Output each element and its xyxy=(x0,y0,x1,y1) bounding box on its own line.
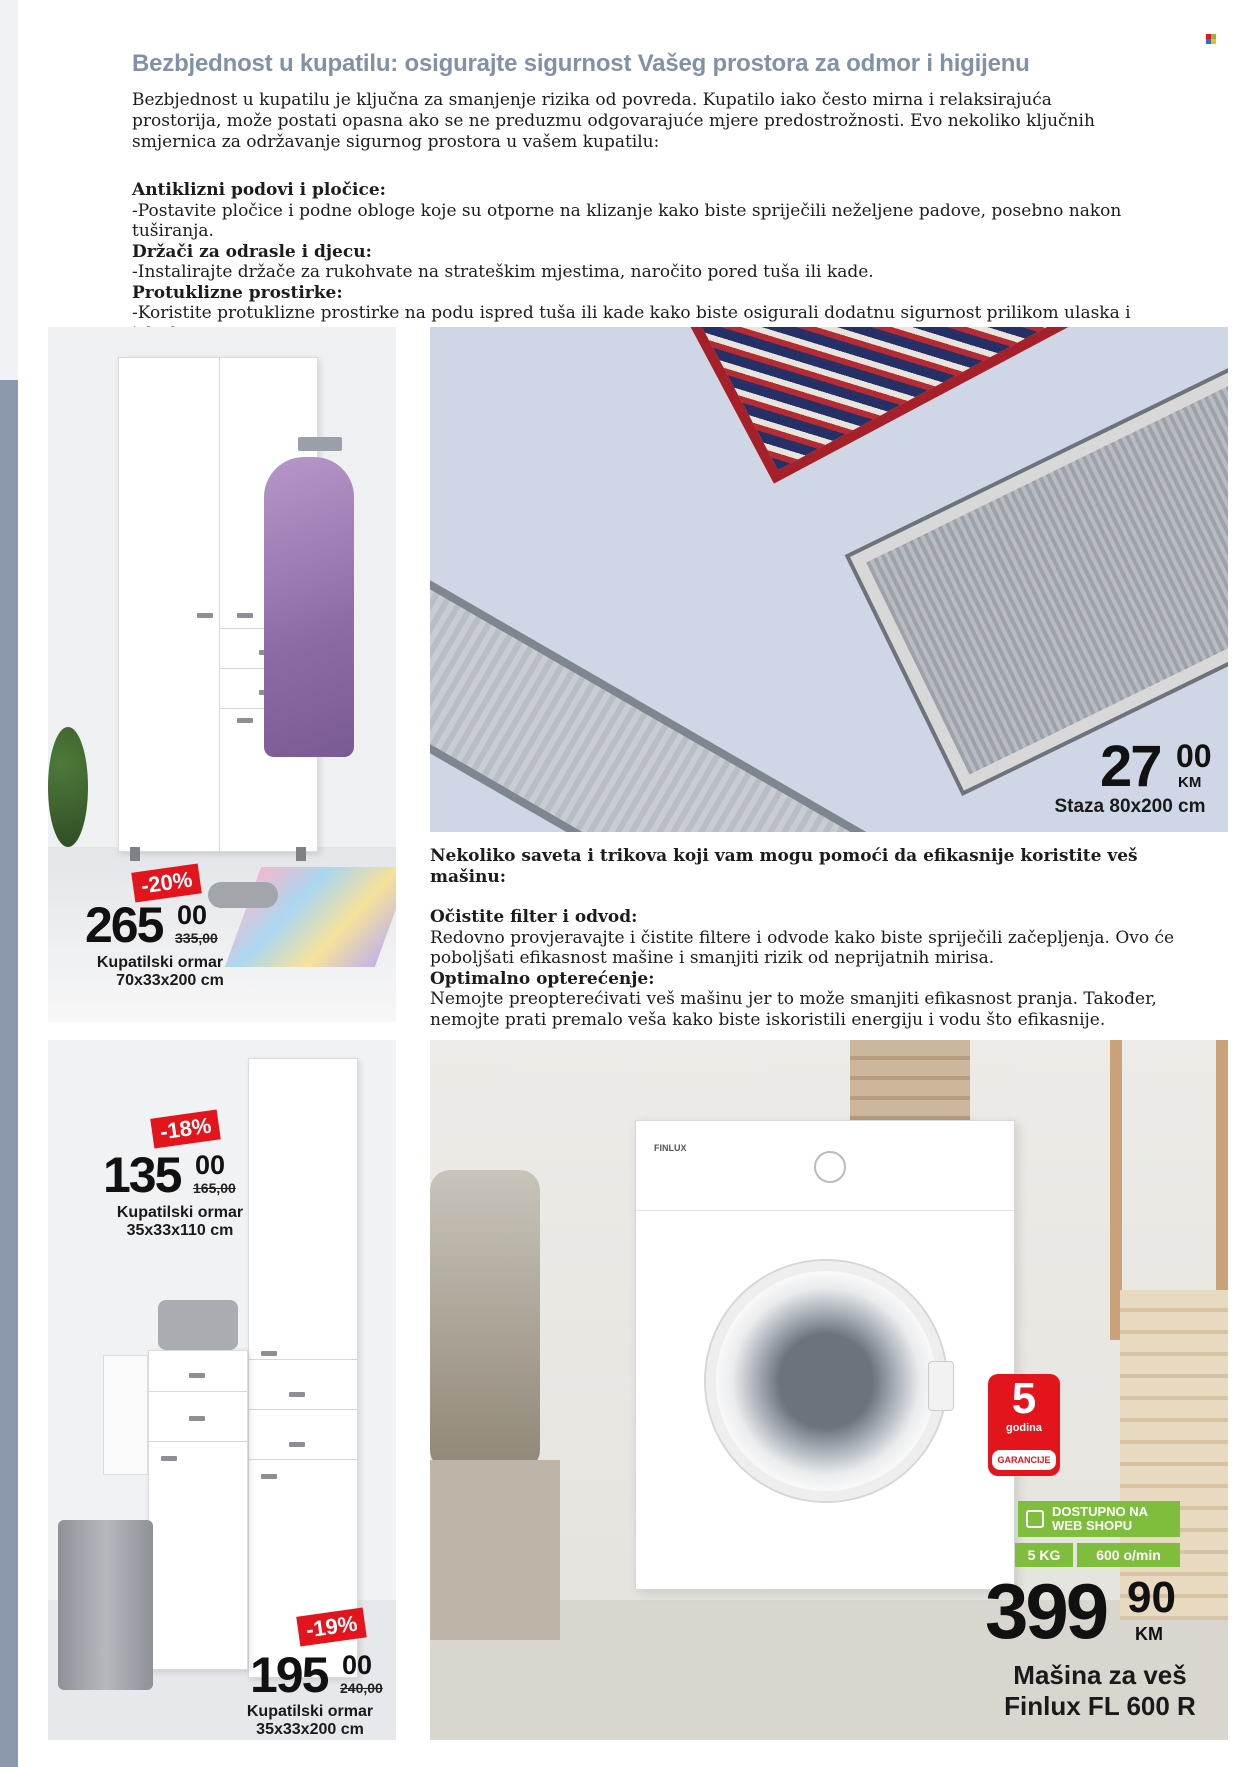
price-int: 195 xyxy=(250,1647,328,1703)
washer-name-line2: Finlux FL 600 R xyxy=(1004,1691,1196,1721)
washer-tips-title: Nekoliko saveta i trikova koji vam mogu pomoći da efikasnije koristite veš mašinu: xyxy=(430,846,1138,887)
grey-rug-image xyxy=(430,557,944,832)
wall-hook-icon xyxy=(298,437,342,451)
intro-text: Bezbjednost u kupatilu je ključna za smanjenje rizika od povreda. Kupatilo iako često mirna i relaksirajuća prostorija, može postati opasna ako se ne preduzmu odgovarajuće mjere predostrožnosti. Evo nekoliko ključnih smjernica za održavanje sigurnog prostora u vašem kupatilu: xyxy=(132,90,1095,152)
tip-text: -Postavite pločice i podne obloge koje su otporne na klizanje kako biste spriječili neželjene padove, posebno nakon tuširanja. xyxy=(132,200,1122,241)
tip-title: Antiklizni podovi i pločice: xyxy=(132,180,386,200)
cabinet3-size: 35x33x200 cm xyxy=(256,1721,364,1738)
discount-badge: -19% xyxy=(296,1607,367,1646)
price-dec: 00 xyxy=(342,1650,373,1680)
old-price: 240,00 xyxy=(340,1680,383,1696)
storage-basket-image xyxy=(158,1300,238,1350)
tip-title: Optimalno opterećenje: xyxy=(430,968,655,989)
laundry-basket-image xyxy=(58,1520,153,1690)
spin-badge: 600 o/min xyxy=(1077,1543,1180,1567)
tip-title: Očistite filter i odvod: xyxy=(430,907,638,927)
tip-text: Nemojte preopterećivati veš mašinu jer to može smanjiti efikasnost pranja. Također, nemojte prati premalo veša kako biste iskoristili energiju i vodu što efikasnije. xyxy=(430,989,1157,1030)
warranty-label: GARANCIJE xyxy=(992,1450,1056,1470)
tip-text: Redovno provjeravajte i čistite filtere i odvode kako biste spriječili začepljenja. Ovo će poboljšati efikasnost mašine i smanjiti rizik od neprijatnih mirisa. xyxy=(430,927,1175,968)
old-price: 165,00 xyxy=(193,1180,236,1196)
side-stripe-top xyxy=(0,0,18,380)
cabinet2-name: Kupatilski ormar xyxy=(116,1204,244,1221)
wooden-crate-image xyxy=(850,1040,970,1120)
cabinet2-size: 35x33x110 cm xyxy=(126,1222,234,1239)
plant-decor xyxy=(48,727,88,847)
fabric-bag-image xyxy=(430,1460,560,1640)
rug-name: Staza 80x200 cm xyxy=(1054,796,1206,817)
price-int: 135 xyxy=(103,1147,181,1203)
cabinet1-size: 70x33x200 cm xyxy=(116,972,224,989)
webshop-line1: DOSTUPNO NA xyxy=(1052,1504,1149,1519)
bathrobe-image xyxy=(264,457,354,757)
price-int: 27 xyxy=(1100,734,1161,799)
old-price: 335,00 xyxy=(175,930,218,946)
webshop-badge[interactable] xyxy=(1018,1501,1180,1537)
tip-text: -Koristite protuklizne prostirke na podu ispred tuša ili kade kako biste osigurali dodatnu sigurnost prilikom ulaska i xyxy=(132,303,1131,323)
tip-title: Držači za odrasle i djecu: xyxy=(132,241,372,262)
short-cabinet-image xyxy=(148,1350,248,1670)
washer-tips xyxy=(430,846,1190,1030)
chair-image xyxy=(430,1170,540,1470)
program-dial-icon xyxy=(814,1151,846,1183)
tip-text: -Instalirajte držače za rukohvate na strateškim mjestima, naročito pored tuša ili kade. xyxy=(132,262,874,282)
towel-image xyxy=(103,1355,148,1475)
washer-photo xyxy=(430,1040,1228,1740)
warranty-word: godina xyxy=(1005,1422,1043,1434)
cart-icon xyxy=(1026,1510,1044,1528)
page-heading: Bezbjednost u kupatilu: osigurajte sigurnost Vašeg prostora za odmor i higijenu xyxy=(132,50,1030,77)
tall-narrow-cabinet-image xyxy=(248,1058,358,1678)
corner-logo-icon xyxy=(1206,34,1216,44)
webshop-line2: WEB SHOPU xyxy=(1052,1518,1133,1533)
warranty-number: 5 xyxy=(1011,1374,1037,1423)
safety-tips xyxy=(132,180,1172,344)
discount-badge: -18% xyxy=(150,1109,221,1148)
cabinet1-name: Kupatilski ormar xyxy=(96,954,224,971)
price-dec: 00 xyxy=(177,900,208,930)
washer-currency: KM xyxy=(1135,1624,1163,1644)
capacity-badge: 5 KG xyxy=(1015,1543,1073,1567)
warranty-badge xyxy=(988,1374,1060,1476)
discount-badge: -20% xyxy=(131,863,202,902)
washer-door-icon xyxy=(706,1261,946,1501)
price-int: 265 xyxy=(85,897,163,953)
door-latch-icon xyxy=(928,1361,954,1411)
washing-machine-image xyxy=(635,1120,1015,1590)
price-dec: 90 xyxy=(1127,1573,1176,1622)
rug-currency: KM xyxy=(1178,774,1202,791)
slippers-image xyxy=(208,882,278,908)
washer-name-line1: Mašina za veš xyxy=(1013,1660,1187,1690)
wicker-hamper-image xyxy=(1120,1290,1228,1620)
side-stripe xyxy=(0,380,18,1767)
price-int: 399 xyxy=(985,1567,1107,1655)
price-dec: 00 xyxy=(195,1150,226,1180)
tip-title: Protuklizne prostirke: xyxy=(132,282,343,303)
washer-brand: FINLUX xyxy=(654,1143,687,1153)
cabinet3-name: Kupatilski ormar xyxy=(246,1703,374,1720)
bordered-rug-image xyxy=(850,369,1228,791)
price-dec: 00 xyxy=(1176,738,1212,774)
